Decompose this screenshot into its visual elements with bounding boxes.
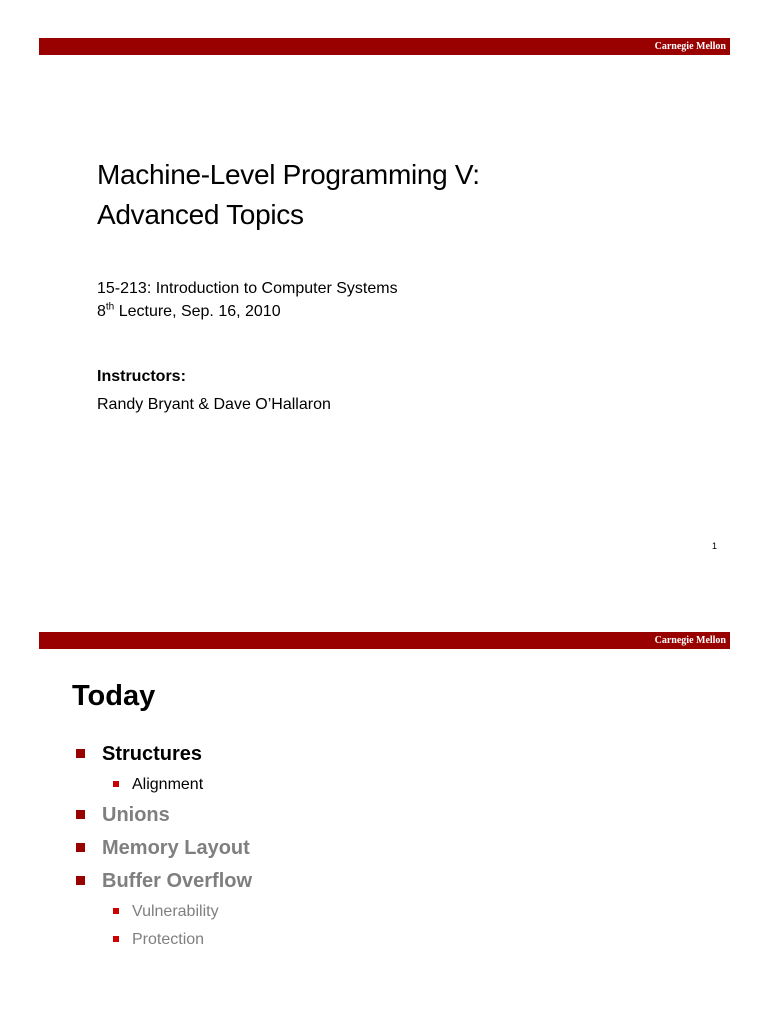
title-line-1: Machine-Level Programming V: — [97, 159, 480, 190]
list-item — [74, 867, 674, 900]
page-number: 1 — [712, 541, 718, 551]
list-item — [74, 834, 674, 867]
square-bullet-icon — [76, 843, 85, 852]
course-title: 15-213: Introduction to Computer Systems — [97, 280, 398, 297]
sub-list-item-label: Protection — [132, 931, 205, 948]
sub-list-item — [74, 773, 674, 801]
list-item-label: Memory Layout — [102, 837, 250, 859]
square-bullet-icon — [76, 810, 85, 819]
list-item — [74, 740, 674, 773]
header-bar — [39, 38, 730, 55]
slide-title — [97, 155, 480, 235]
lecture-suffix: th — [105, 301, 115, 313]
header-bar — [39, 632, 730, 649]
title-line-2: Advanced Topics — [97, 199, 304, 230]
brand-label: Carnegie Mellon — [654, 635, 726, 646]
list-item-label: Buffer Overflow — [102, 870, 253, 892]
lecture-info — [97, 300, 398, 323]
outline-list — [74, 740, 674, 956]
list-item-label: Structures — [102, 743, 203, 765]
instructors-label: Instructors: — [97, 368, 186, 385]
instructors-names: Randy Bryant & Dave O’Hallaron — [97, 396, 331, 413]
sub-list-item-label: Alignment — [132, 776, 204, 793]
list-item-label: Unions — [102, 804, 170, 826]
outline-slide — [0, 594, 768, 1024]
lecture-number: 8 — [97, 303, 106, 320]
square-bullet-icon — [76, 749, 85, 758]
slide-heading: Today — [72, 680, 156, 712]
sub-list-item — [74, 928, 674, 956]
list-item — [74, 801, 674, 834]
square-bullet-icon — [76, 876, 85, 885]
sub-list-item — [74, 900, 674, 928]
course-info — [97, 277, 398, 323]
sub-list-item-label: Vulnerability — [132, 903, 219, 920]
lecture-date: Lecture, Sep. 16, 2010 — [114, 303, 281, 320]
square-bullet-icon — [113, 781, 119, 787]
brand-label: Carnegie Mellon — [654, 41, 726, 52]
square-bullet-icon — [113, 936, 119, 942]
square-bullet-icon — [113, 908, 119, 914]
